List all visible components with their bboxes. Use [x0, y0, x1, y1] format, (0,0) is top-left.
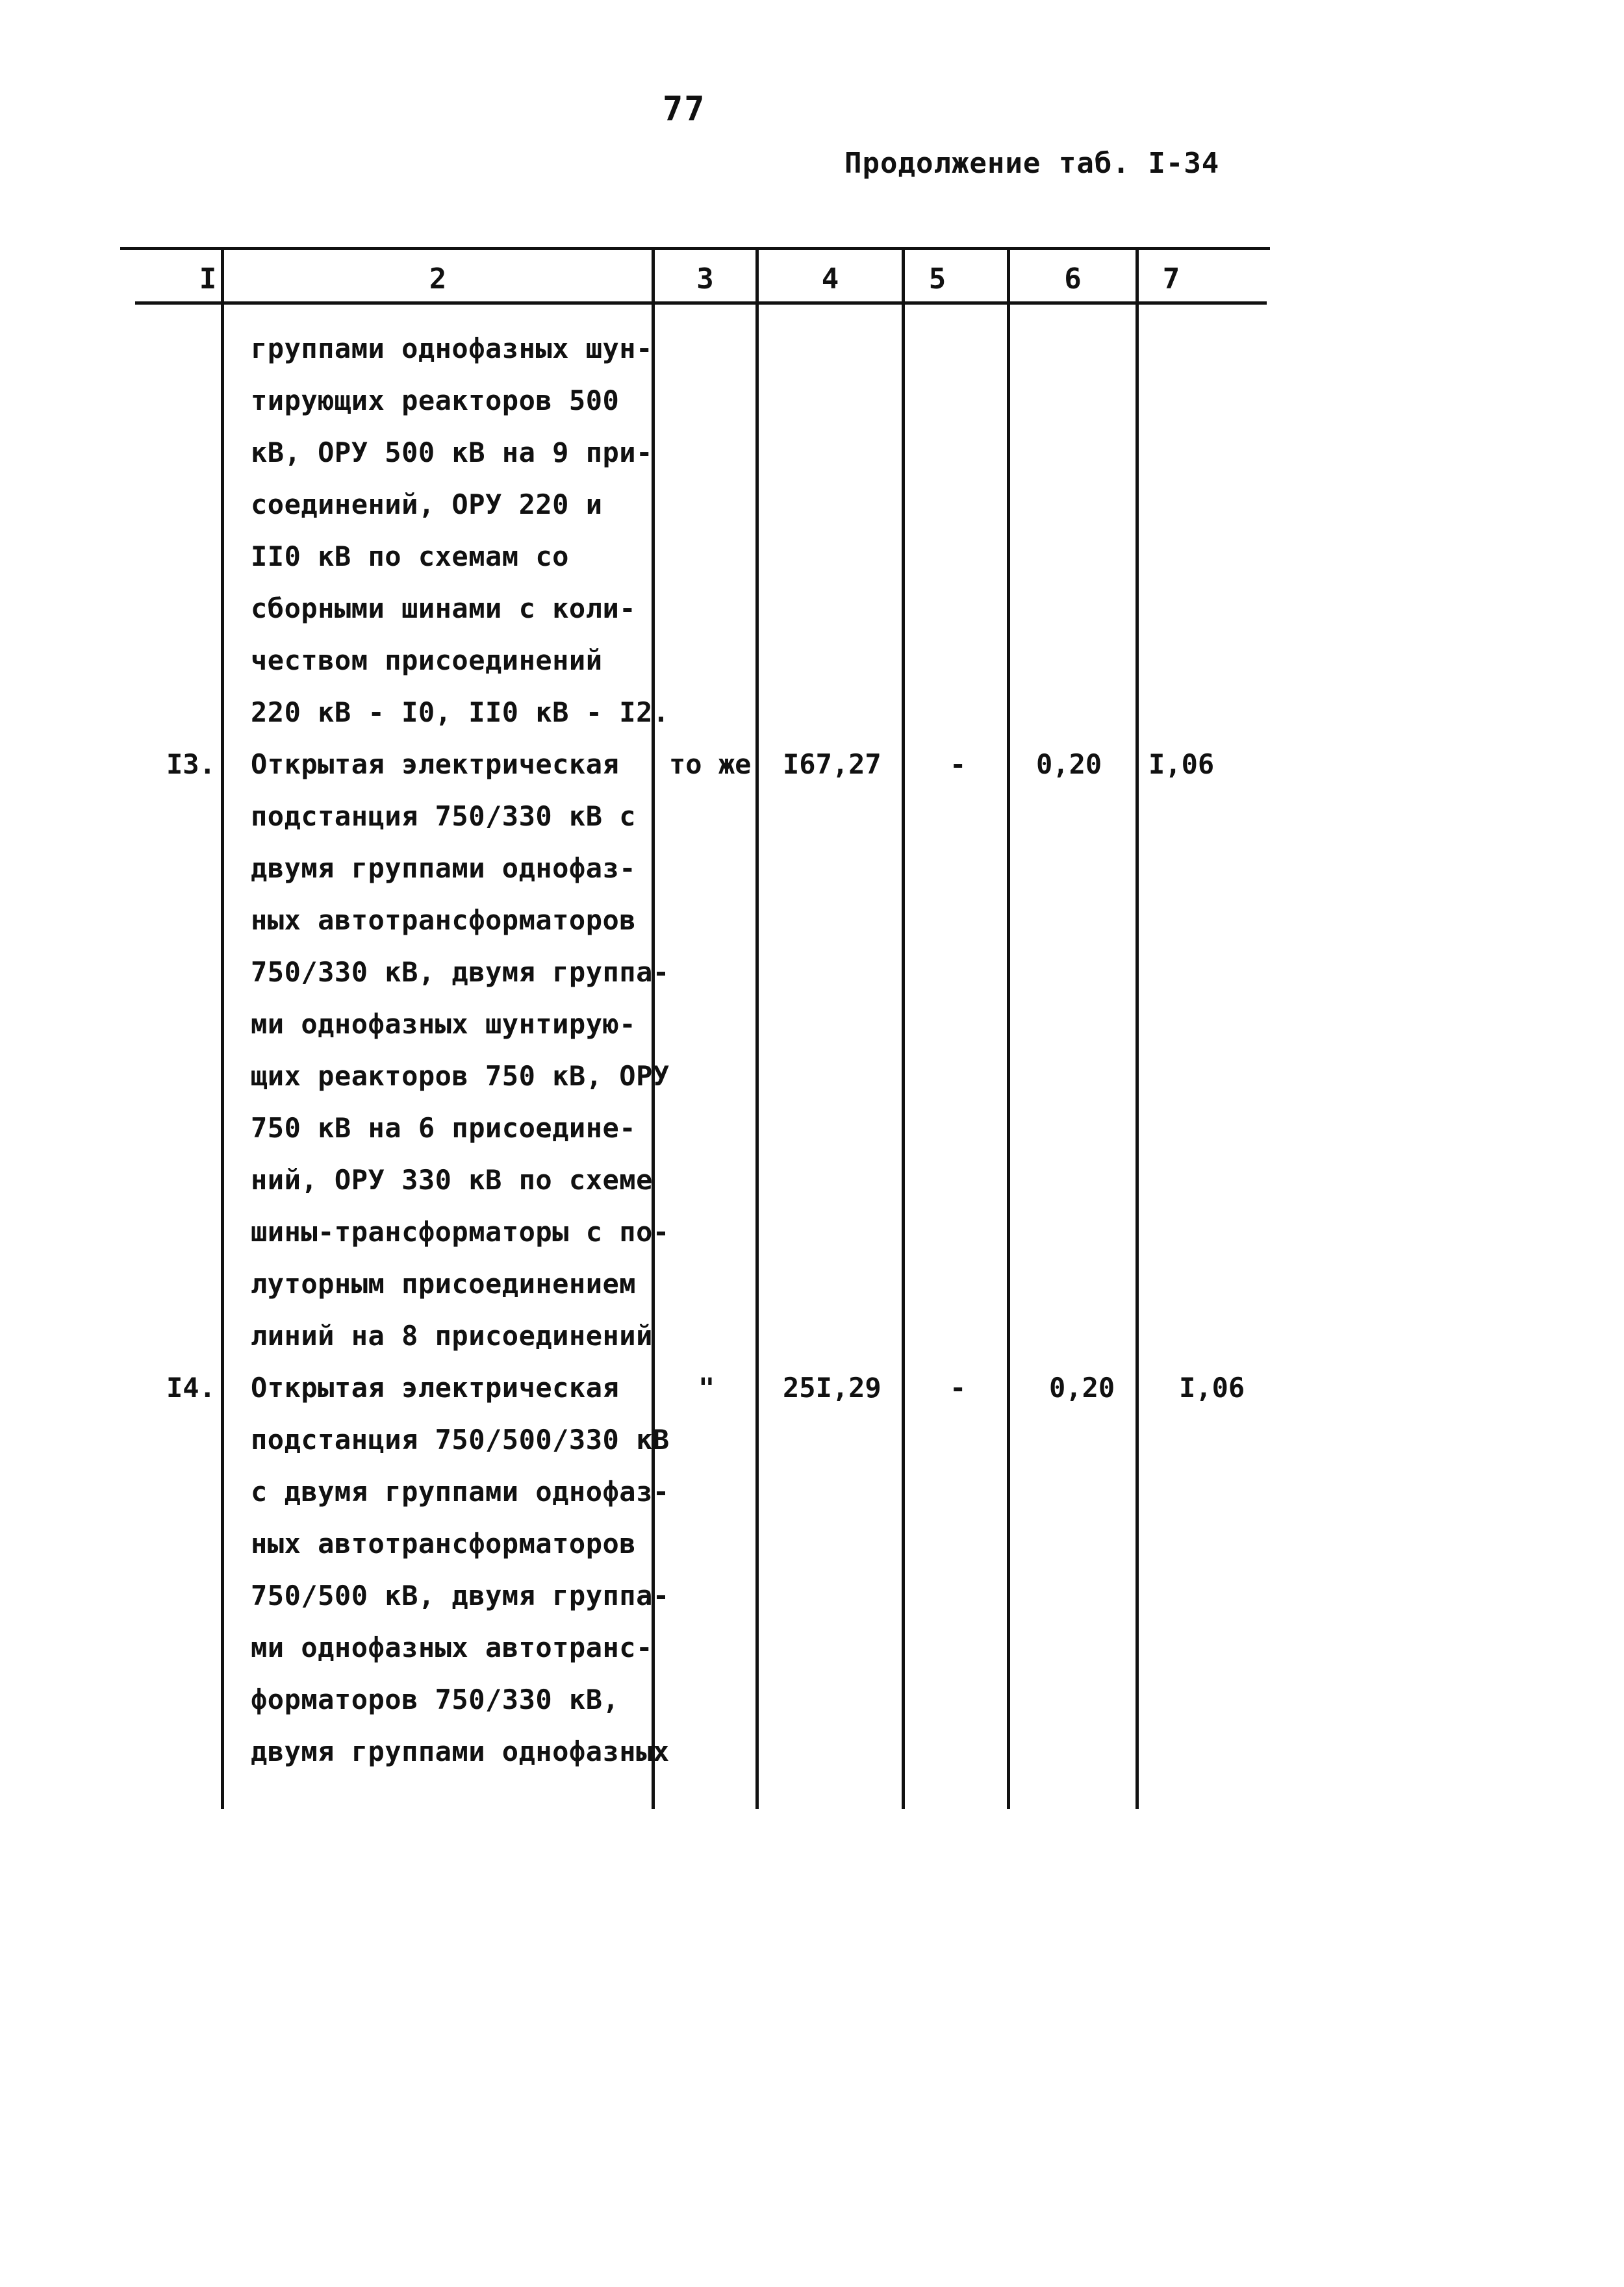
- description-line: кВ, ОРУ 500 кВ на 9 при-: [251, 436, 653, 468]
- column-divider-4: [902, 249, 905, 1809]
- row-number: I4.: [166, 1372, 216, 1404]
- column-3-value: то же: [669, 748, 752, 780]
- description-line: 750 кВ на 6 присоедине-: [251, 1112, 637, 1144]
- column-header-6: 6: [1064, 262, 1082, 296]
- column-6-value: 0,20: [1049, 1372, 1115, 1404]
- description-line: ми однофазных автотранс-: [251, 1632, 653, 1663]
- column-header-4: 4: [821, 262, 839, 296]
- description-line: линий на 8 присоединений: [251, 1320, 653, 1352]
- table-continuation-label: Продолжение таб. I-34: [844, 147, 1220, 180]
- description-line: тирующих реакторов 500: [251, 385, 620, 416]
- description-line: шины-трансформаторы с по-: [251, 1216, 670, 1248]
- description-line: двумя группами однофазных: [251, 1736, 670, 1767]
- description-line: форматоров 750/330 кВ,: [251, 1684, 620, 1715]
- description-line: чеством присоединений: [251, 644, 603, 676]
- description-line: ний, ОРУ 330 кВ по схеме: [251, 1164, 653, 1196]
- description-line: луторным присоединением: [251, 1268, 637, 1300]
- table-header-rule: [135, 301, 1267, 305]
- description-line: группами однофазных шун-: [251, 333, 653, 364]
- column-5-value: -: [950, 1372, 967, 1404]
- description-line: ми однофазных шунтирую-: [251, 1008, 637, 1040]
- column-5-value: -: [950, 748, 967, 780]
- description-line: 220 кВ - I0, II0 кВ - I2.: [251, 696, 670, 728]
- description-line: соединений, ОРУ 220 и: [251, 488, 603, 520]
- description-line: щих реакторов 750 кВ, ОРУ: [251, 1060, 670, 1092]
- column-header-2: 2: [429, 262, 447, 296]
- column-divider-3: [755, 249, 759, 1809]
- description-line: II0 кВ по схемам со: [251, 540, 569, 572]
- description-line: ных автотрансформаторов: [251, 1528, 637, 1560]
- description-line: с двумя группами однофаз-: [251, 1476, 670, 1508]
- table-top-rule: [120, 247, 1270, 250]
- column-4-value: 25I,29: [783, 1372, 882, 1404]
- description-line: Открытая электрическая: [251, 1372, 620, 1404]
- description-line: подстанция 750/500/330 кВ: [251, 1424, 670, 1456]
- column-header-1: I: [199, 262, 217, 296]
- column-header-3: 3: [696, 262, 714, 296]
- column-7-value: I,06: [1179, 1372, 1245, 1404]
- row-number: I3.: [166, 748, 216, 780]
- column-3-value: ": [698, 1372, 715, 1404]
- description-line: Открытая электрическая: [251, 748, 620, 780]
- column-header-7: 7: [1162, 262, 1180, 296]
- column-divider-6: [1136, 249, 1139, 1809]
- page-number: 77: [663, 90, 706, 129]
- description-line: ных автотрансформаторов: [251, 904, 637, 936]
- column-divider-5: [1007, 249, 1010, 1809]
- column-divider-2: [652, 249, 655, 1809]
- column-divider-1: [221, 249, 224, 1809]
- column-6-value: 0,20: [1036, 748, 1102, 780]
- description-line: подстанция 750/330 кВ с: [251, 800, 637, 832]
- column-7-value: I,06: [1148, 748, 1215, 780]
- description-line: 750/500 кВ, двумя группа-: [251, 1580, 670, 1611]
- column-4-value: I67,27: [783, 748, 882, 780]
- column-header-5: 5: [928, 262, 946, 296]
- description-line: сборными шинами с коли-: [251, 592, 637, 624]
- description-line: 750/330 кВ, двумя группа-: [251, 956, 670, 988]
- description-line: двумя группами однофаз-: [251, 852, 637, 884]
